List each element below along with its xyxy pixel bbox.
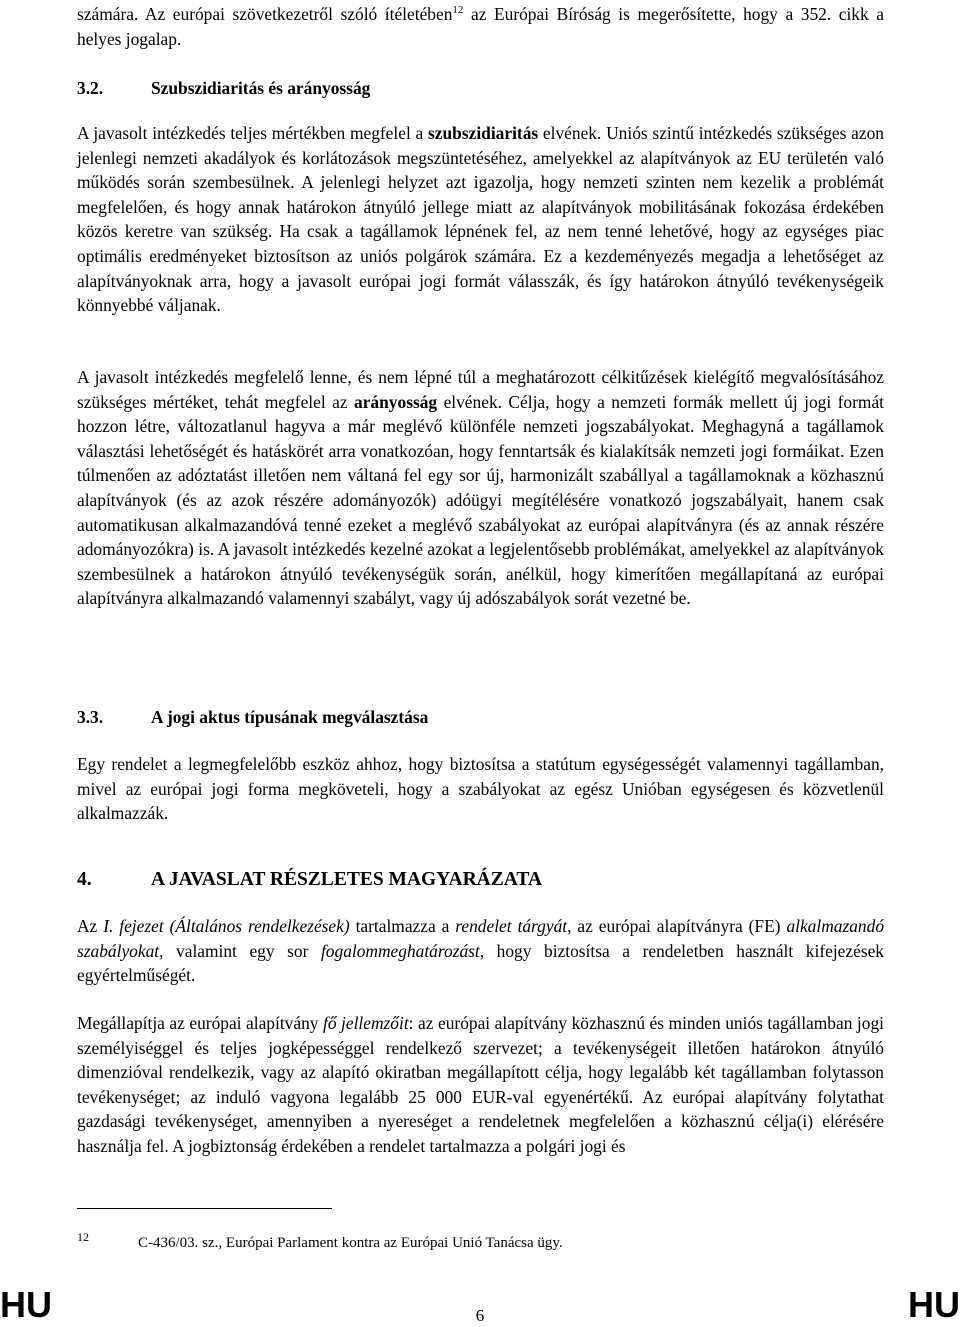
- footnote-number: 12: [77, 1230, 89, 1244]
- paragraph-text: , az európai alapítványra (FE): [567, 916, 787, 936]
- chapter-one-paragraph: [77, 914, 884, 988]
- paragraph-text: tartalmazza a: [349, 916, 456, 936]
- section-title: A JAVASLAT RÉSZLETES MAGYARÁZATA: [151, 869, 543, 890]
- paragraph-text: elvének. Uniós szintű intézkedés szükséges azon jelenlegi nemzeti akadályok és korlátozások megszüntetéséhez, amelyekkel az alapítványok az EU területén való működés során szembesülnek. A jelenlegi helyzet azt igazolja, hogy nemzeti szinten nem kezelik a problémát megfelelően, és hogy annak határokon átnyúló jellege miatt az alapítványok mobilitásának fokozása érdekében közös keretre van szükség. Ha csak a tagállamok lépnének fel, az nem tenné lehetővé, hogy az egységes piac optimális eredményeket biztosítson az uniós polgárok számára. Ez a kezdeményezés megadja a lehetőséget az alapítványoknak arra, hogy a javasolt európai jogi formát válasszák, és így határokon átnyúló tevékenységeik könnyebbé váljanak.: [77, 123, 884, 316]
- footnote-separator: [77, 1208, 332, 1209]
- italic-term: rendelet tárgyát: [455, 916, 568, 936]
- italic-term: alkalmazandó szabályokat: [77, 916, 885, 961]
- paragraph-text: elvének. Célja, hogy a nemzeti formák mellett új jogi formát hozzon létre, változatlanul hagyva a már meglévő különféle nemzeti jogszabályokat. Meghagyná a tagállamok választási lehetőségét és hatáskörét arra vonatkozóan, hogy fenntartsák és kialakítsák nemzeti jogi formáikat. Ezen túlmenően az adóztatást illetően nem váltaná fel egy sor új, harmonizált szabállyal a tagállamoknak a közhasznú alapítványok (és az azok részére adományozók) adóügyi megítélésére vonatkozó jogszabályait, hanem csak automatikusan alkalmazandóvá tenné ezeket a meglévő szabályokat az európai alapítványra (és az annak részére adományozókra) is. A javasolt intézkedés kezelné azokat a legjelentősebb problémákat, amelyekkel az alapítványok szembesülnek a határokon átnyúló tevékenységük során, anélkül, hogy kimerítően megállapítaná az európai alapítványra alkalmazandó valamennyi szabályt, vagy új adószabályok sorát vezetné be.: [77, 391, 884, 609]
- section-heading-3-3: [77, 705, 884, 730]
- page-number: 6: [475, 1306, 485, 1325]
- italic-term: fogalommeghatározást: [320, 940, 480, 961]
- italic-term: fő jellemzőit: [323, 1013, 409, 1033]
- continuation-text-a: számára. Az európai szövetkezetről szóló ítéletében: [77, 4, 453, 24]
- paragraph-text: , valamint egy sor: [159, 940, 321, 961]
- bold-term: arányosság: [354, 391, 438, 412]
- section-title: Szubszidiaritás és arányosság: [151, 78, 371, 98]
- main-features-paragraph: [77, 1011, 884, 1159]
- section-number: 3.2.: [77, 78, 104, 98]
- paragraph-text: , hogy biztosítsa a rendeletben használt kifejezések egyértelműségét.: [77, 940, 885, 986]
- footnote-reference: 12: [452, 4, 464, 16]
- italic-term: I. fejezet (Általános rendelkezések): [103, 916, 350, 936]
- paragraph-text: Az: [77, 916, 104, 936]
- section-heading-4: [77, 868, 884, 893]
- paragraph-text: : az európai alapítvány közhasznú és minden uniós tagállamban jogi személyiséggel és teljes jogképességgel rendelkező szervezet; a tevékenységeit illetően határokon átnyúló dimenzióval rendelkezik, vagy az alapító okiratban megállapított célja, hogy legalább két tagállamban folytasson tevékenységet; az induló vagyona legalább 25 000 EUR-val egyenértékű. Az európai alapítvány folytathat gazdasági tevékenységet, amennyiben a nyereséget a rendeletnek megfelelően a közhasznú célja(i) elérésére használja fel. A jogbiztonság érdekében a rendelet tartalmazza a polgári jogi és: [77, 1013, 884, 1156]
- section-number: 3.3.: [77, 707, 104, 727]
- proportionality-paragraph: [77, 365, 884, 611]
- section-number: 4.: [77, 869, 92, 890]
- continuation-text-b: az Európai Bíróság is megerősítette, hogy a 352. cikk a helyes jogalap.: [77, 4, 884, 49]
- bold-term: szubszidiaritás: [428, 123, 539, 143]
- section-heading-3-2: [77, 76, 884, 101]
- continuation-paragraph: [77, 2, 884, 51]
- language-code-right: HU: [908, 1284, 960, 1325]
- legal-act-paragraph: Egy rendelet a legmegfelelőbb eszköz ahhoz, hogy biztosítsa a statútum egységességét valamennyi tagállamban, mivel az európai jogi forma megköveteli, hogy a szabályokat az egész Unióban egységesen és közvetlenül alkalmazzák.: [77, 754, 884, 824]
- subsidiarity-paragraph: [77, 121, 884, 318]
- paragraph-text: Megállapítja az európai alapítvány: [77, 1013, 323, 1033]
- language-code-left: HU: [0, 1284, 52, 1325]
- section-title: A jogi aktus típusának megválasztása: [151, 707, 429, 727]
- paragraph-text: A javasolt intézkedés megfelelő lenne, és nem lépné túl a meghatározott célkitűzések kielégítő megvalósításához szükséges mértéket, tehát megfelel az: [77, 367, 884, 412]
- footnote-text: C-436/03. sz., Európai Parlament kontra az Európai Unió Tanácsa ügy.: [138, 1235, 563, 1251]
- paragraph-text: A javasolt intézkedés teljes mértékben megfelel a: [77, 123, 429, 143]
